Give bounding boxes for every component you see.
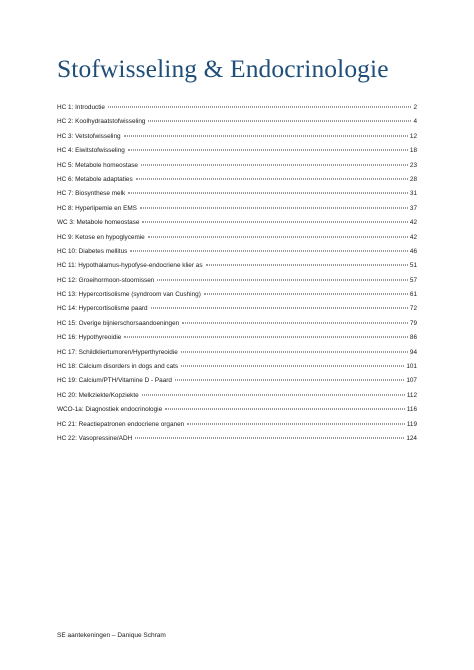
toc-entry-label: HC 3: Vetstofwisseling: [57, 132, 121, 140]
toc-entry[interactable]: [57, 346, 417, 360]
toc-dot-leader: [142, 222, 407, 223]
toc-dot-leader: [142, 394, 405, 395]
toc-entry-label: HC 15: Overige bijnierschorsaandoeningen: [57, 319, 180, 327]
toc-dot-leader: [124, 337, 408, 338]
toc-dot-leader: [140, 207, 408, 208]
toc-dot-leader: [148, 121, 411, 122]
toc-entry-label: HC 7: Biosynthese melk: [57, 190, 126, 198]
toc-entry-label: HC 18: Calcium disorders in dogs and cats: [57, 363, 179, 371]
toc-dot-leader: [151, 308, 408, 309]
toc-entry-page-number: 112: [406, 391, 417, 399]
toc-entry[interactable]: [57, 231, 417, 245]
toc-entry-page-number: 124: [406, 434, 417, 442]
toc-entry[interactable]: [57, 101, 417, 115]
toc-entry-label: HC 2: Koolhydraatstofwisseling: [57, 118, 146, 126]
toc-entry[interactable]: [57, 360, 417, 374]
toc-entry-page-number: 2: [413, 104, 417, 111]
toc-entry-page-number: 86: [409, 334, 417, 342]
toc-entry-page-number: 72: [409, 305, 417, 313]
toc-dot-leader: [148, 236, 408, 237]
toc-entry[interactable]: [57, 274, 417, 288]
toc-dot-leader: [206, 265, 408, 266]
page-footer: SE aantekeningen – Danique Schram: [57, 632, 166, 639]
toc-dot-leader: [128, 193, 408, 194]
toc-entry-page-number: 23: [409, 161, 417, 169]
toc-entry-page-number: 61: [409, 291, 417, 299]
toc-entry[interactable]: [57, 302, 417, 316]
toc-entry[interactable]: [57, 389, 417, 403]
toc-entry[interactable]: [57, 331, 417, 345]
toc-entry-page-number: 12: [409, 132, 417, 140]
toc-dot-leader: [124, 135, 408, 136]
toc-entry-page-number: 18: [409, 147, 417, 155]
toc-entry-page-number: 28: [409, 175, 417, 183]
toc-entry-page-number: 46: [409, 247, 417, 255]
toc-dot-leader: [128, 150, 408, 151]
toc-entry[interactable]: [57, 418, 417, 432]
toc-entry-page-number: 116: [406, 406, 417, 414]
toc-entry-label: HC 11: Hypothalamus-hypofyse-endocriene klier as: [57, 262, 203, 270]
toc-entry-label: HC 17: Schildkliertumoren/Hyperthyreoidie: [57, 348, 178, 356]
toc-entry[interactable]: [57, 216, 417, 230]
toc-entry-label: WC 3: Metabole homeostase: [57, 219, 140, 227]
toc-entry[interactable]: [57, 187, 417, 201]
document-title: Stofwisseling & Endocrinologie: [57, 54, 389, 83]
toc-entry-page-number: 119: [406, 420, 417, 428]
toc-entry-page-number: 101: [406, 363, 417, 371]
toc-dot-leader: [165, 409, 405, 410]
toc-dot-leader: [108, 107, 411, 108]
toc-entry-page-number: 79: [409, 319, 417, 327]
toc-entry-page-number: 31: [409, 190, 417, 198]
toc-entry-label: HC 20: Melkziekte/Kopziekte: [57, 391, 139, 399]
toc-dot-leader: [187, 423, 405, 424]
toc-dot-leader: [135, 437, 404, 438]
toc-entry-label: HC 8: Hyperlipemie en EMS: [57, 204, 137, 212]
toc-entry-page-number: 4: [413, 118, 417, 126]
table-of-contents: [57, 101, 417, 446]
toc-entry[interactable]: [57, 173, 417, 187]
toc-entry[interactable]: [57, 159, 417, 173]
toc-entry-page-number: 42: [409, 219, 417, 227]
toc-dot-leader: [181, 366, 404, 367]
toc-entry[interactable]: [57, 245, 417, 259]
toc-entry-page-number: 94: [409, 348, 417, 356]
toc-dot-leader: [141, 164, 408, 165]
toc-entry-label: HC 22: Vasopressine/ADH: [57, 434, 133, 442]
toc-dot-leader: [157, 279, 408, 280]
toc-entry-page-number: 37: [409, 204, 417, 212]
toc-entry-label: HC 1: Introductie: [57, 104, 105, 111]
toc-entry-label: HC 5: Metabole homeostase: [57, 161, 138, 169]
toc-entry[interactable]: [57, 144, 417, 158]
toc-dot-leader: [136, 178, 408, 179]
toc-dot-leader: [181, 351, 408, 352]
toc-dot-leader: [204, 294, 408, 295]
toc-entry-page-number: 51: [409, 262, 417, 270]
toc-entry-label: HC 4: Eiwitstofwisseling: [57, 147, 125, 155]
toc-entry[interactable]: [57, 259, 417, 273]
toc-dot-leader: [175, 380, 404, 381]
toc-entry[interactable]: [57, 130, 417, 144]
toc-entry-label: HC 16: Hypothyreoidie: [57, 334, 122, 342]
toc-entry[interactable]: [57, 432, 417, 446]
toc-entry-page-number: 107: [406, 377, 417, 385]
toc-entry-page-number: 42: [409, 233, 417, 241]
toc-entry[interactable]: [57, 374, 417, 388]
toc-entry-label: HC 12: Groeihormoon-stoornissen: [57, 276, 155, 284]
toc-entry-label: WCO-1a: Diagnostiek endocrinologie: [57, 406, 163, 414]
toc-entry-page-number: 57: [409, 276, 417, 284]
toc-entry-label: HC 14: Hypercortisolisme paard: [57, 305, 148, 313]
toc-entry[interactable]: [57, 288, 417, 302]
toc-entry-label: HC 6: Metabole adaptaties: [57, 175, 133, 183]
toc-entry-label: HC 9: Ketose en hypoglycemie: [57, 233, 145, 241]
toc-entry-label: HC 21: Reactiepatronen endocriene organen: [57, 420, 185, 428]
toc-entry-label: HC 13: Hypercortisolisme (syndroom van Cushing): [57, 291, 201, 299]
toc-entry[interactable]: [57, 202, 417, 216]
toc-dot-leader: [182, 322, 408, 323]
toc-entry[interactable]: [57, 317, 417, 331]
toc-dot-leader: [130, 250, 408, 251]
toc-entry[interactable]: [57, 403, 417, 417]
toc-entry-label: HC 10: Diabetes mellitus: [57, 247, 128, 255]
toc-entry-label: HC 19: Calcium/PTH/Vitamine D - Paard: [57, 377, 172, 385]
toc-entry[interactable]: [57, 115, 417, 129]
